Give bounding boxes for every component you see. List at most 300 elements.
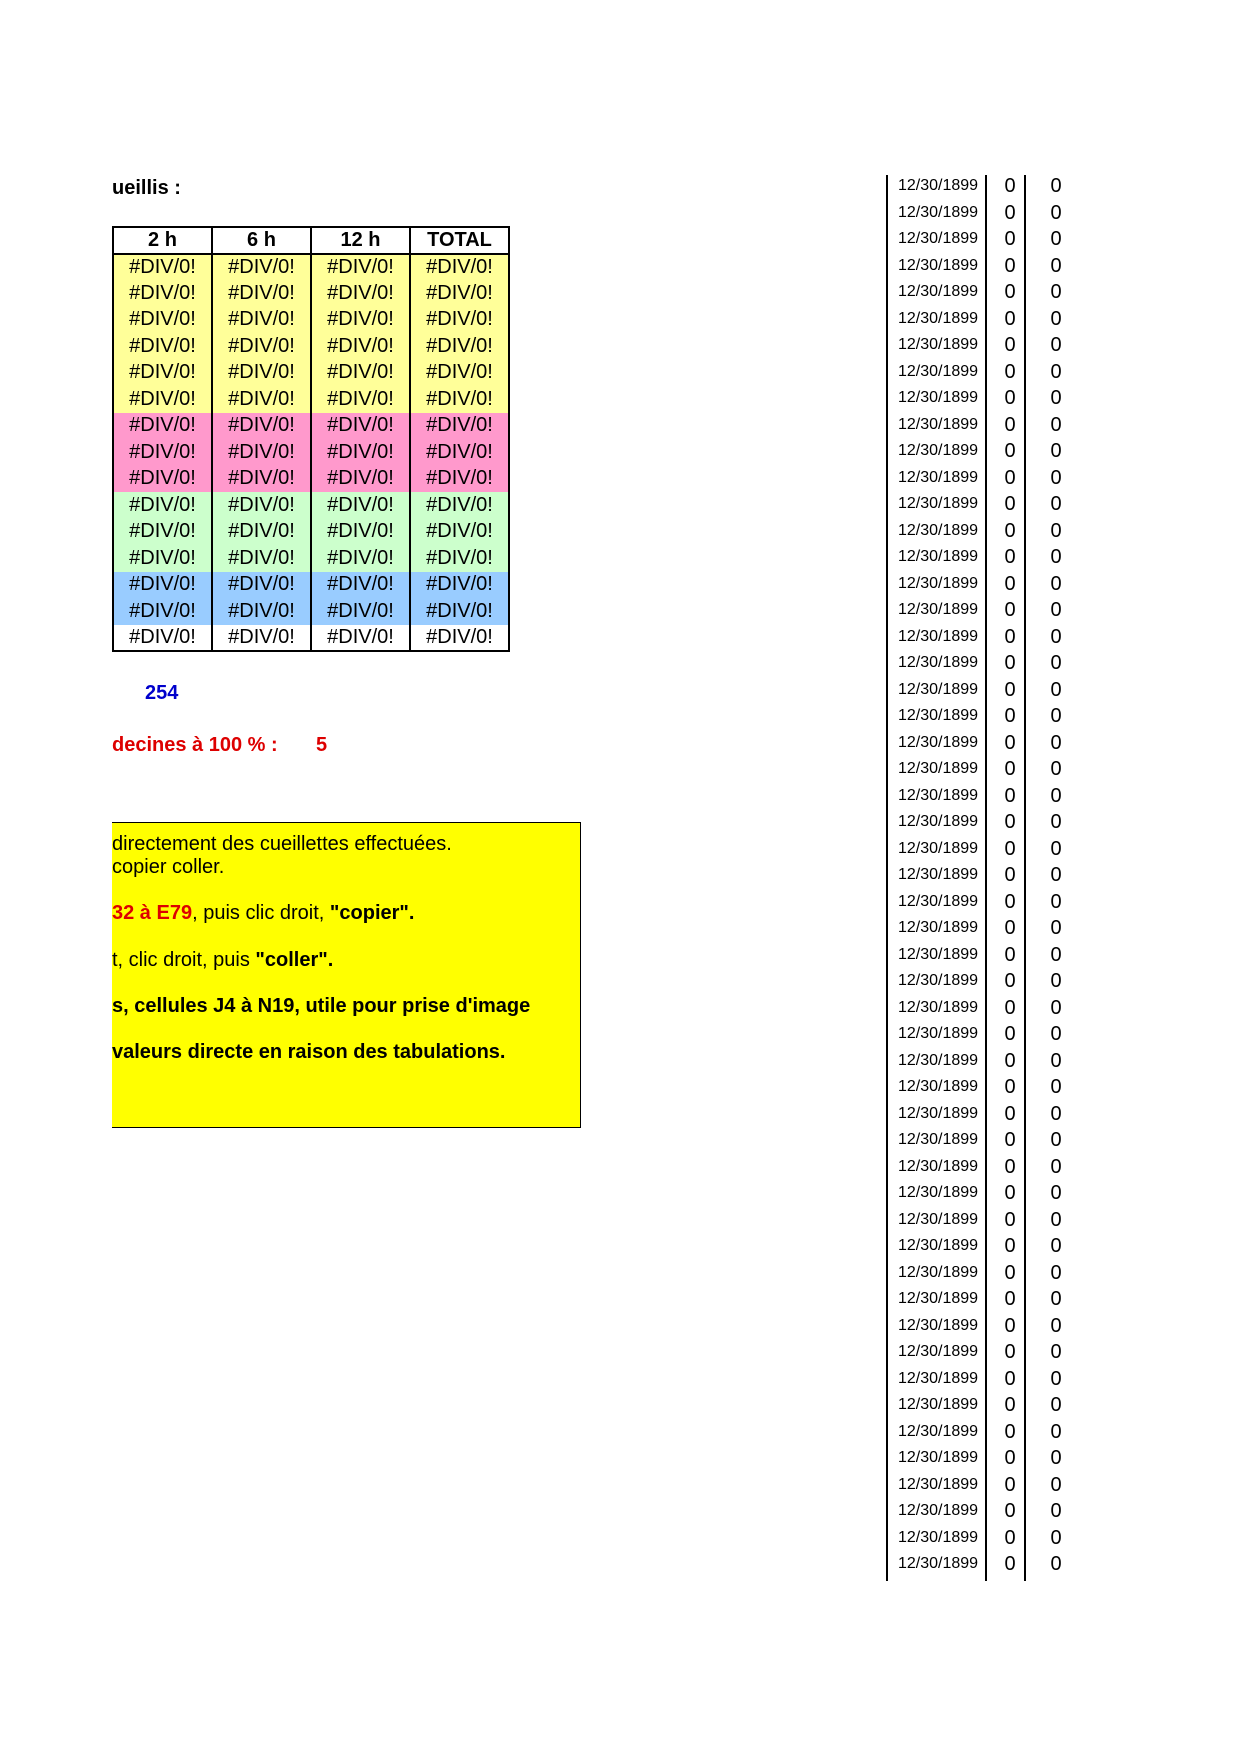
table-cell: #DIV/0!	[311, 333, 410, 360]
value-cell: 0	[1050, 1102, 1062, 1125]
table-cell: #DIV/0!	[410, 386, 509, 413]
list-item	[888, 175, 1088, 202]
value-cell: 0	[1004, 1261, 1016, 1284]
table-cell: #DIV/0!	[311, 439, 410, 466]
value-cell: 0	[1004, 864, 1016, 886]
value-cell: 0	[1004, 1473, 1016, 1496]
value-cell: 0	[1050, 254, 1062, 277]
value-cell: 0	[1050, 1447, 1062, 1469]
value-cell: 0	[1050, 758, 1062, 780]
date-cell: 12/30/1899	[898, 521, 979, 539]
value-cell: 0	[1050, 1182, 1062, 1204]
list-item	[888, 626, 1088, 653]
value-cell: 0	[1004, 201, 1016, 224]
list-item	[888, 1341, 1088, 1368]
value-cell: 0	[1004, 1341, 1016, 1363]
table-row	[113, 280, 509, 307]
list-item	[888, 944, 1088, 971]
date-cell: 12/30/1899	[898, 919, 979, 936]
date-cell: 12/30/1899	[898, 1396, 979, 1413]
value-cell: 0	[1004, 1102, 1016, 1125]
value-cell: 0	[1050, 1235, 1062, 1257]
note-text: , puis clic droit,	[192, 902, 330, 924]
value-cell: 0	[1004, 440, 1016, 462]
value-cell: 0	[1004, 599, 1016, 621]
list-item	[888, 1209, 1088, 1236]
list-item	[888, 1050, 1088, 1077]
value-cell: 0	[1050, 201, 1062, 224]
table-cell: #DIV/0!	[410, 519, 509, 546]
note-line-3	[112, 902, 414, 925]
value-cell: 0	[1004, 572, 1016, 595]
date-cell: 12/30/1899	[898, 627, 979, 645]
table-row	[113, 439, 509, 466]
header-12h: 12 h	[311, 227, 410, 254]
table-row	[113, 466, 509, 493]
value-cell: 0	[1004, 493, 1016, 515]
list-item	[888, 917, 1088, 944]
value-cell: 0	[1004, 1155, 1016, 1178]
list-item	[888, 1553, 1088, 1580]
date-cell: 12/30/1899	[898, 1343, 979, 1360]
list-item	[888, 1447, 1088, 1474]
table-cell: #DIV/0!	[311, 413, 410, 440]
table-row	[113, 413, 509, 440]
date-cell: 12/30/1899	[898, 1104, 979, 1122]
value-cell: 0	[1050, 281, 1062, 303]
date-cell: 12/30/1899	[898, 548, 979, 565]
date-cell: 12/30/1899	[898, 309, 979, 327]
table-cell: #DIV/0!	[212, 492, 311, 519]
table-cell: #DIV/0!	[113, 413, 212, 440]
value-cell: 0	[1004, 625, 1016, 648]
table-cell: #DIV/0!	[410, 333, 509, 360]
note-cell-range: 32 à E79	[112, 902, 193, 924]
table-cell: #DIV/0!	[113, 386, 212, 413]
value-cell: 0	[1004, 1367, 1016, 1390]
table-cell: #DIV/0!	[311, 280, 410, 307]
value-cell: 0	[1050, 731, 1062, 754]
value-cell: 0	[1004, 519, 1016, 542]
value-cell: 0	[1050, 1341, 1062, 1363]
value-cell: 0	[1050, 784, 1062, 807]
table-cell: #DIV/0!	[113, 439, 212, 466]
value-cell: 0	[1050, 996, 1062, 1019]
value-cell: 0	[1004, 1447, 1016, 1469]
value-cell: 0	[1004, 1288, 1016, 1310]
value-cell: 0	[1004, 837, 1016, 860]
value-cell: 0	[1050, 1208, 1062, 1231]
list-item	[888, 1368, 1088, 1395]
value-cell: 0	[1050, 360, 1062, 383]
table-cell: #DIV/0!	[113, 625, 212, 652]
table-cell: #DIV/0!	[212, 386, 311, 413]
table-cell: #DIV/0!	[311, 519, 410, 546]
date-cell: 12/30/1899	[898, 998, 979, 1016]
value-cell: 0	[1004, 1129, 1016, 1151]
table-cell: #DIV/0!	[311, 625, 410, 652]
value-cell: 0	[1004, 811, 1016, 833]
table-cell: #DIV/0!	[113, 572, 212, 599]
table-cell: #DIV/0!	[311, 545, 410, 572]
table-row	[113, 360, 509, 387]
value-cell: 0	[1004, 228, 1016, 250]
value-cell: 0	[1050, 572, 1062, 595]
count-value: 254	[145, 682, 179, 704]
value-cell: 0	[1004, 784, 1016, 807]
table-cell: #DIV/0!	[311, 254, 410, 281]
list-item	[888, 202, 1088, 229]
value-cell: 0	[1050, 1261, 1062, 1284]
list-item	[888, 1500, 1088, 1527]
date-cell: 12/30/1899	[898, 1184, 979, 1201]
table-cell: #DIV/0!	[410, 439, 509, 466]
instructions-note	[112, 822, 581, 1128]
value-cell: 0	[1050, 970, 1062, 992]
date-cell: 12/30/1899	[898, 1449, 979, 1466]
note-text: directement des cueillettes effectuées.	[112, 833, 452, 855]
table-cell: #DIV/0!	[212, 572, 311, 599]
summary-table-body	[113, 254, 509, 652]
value-cell: 0	[1004, 254, 1016, 277]
value-cell: 0	[1050, 307, 1062, 330]
table-cell: #DIV/0!	[410, 572, 509, 599]
table-cell: #DIV/0!	[212, 307, 311, 334]
date-cell: 12/30/1899	[898, 760, 979, 777]
value-cell: 0	[1004, 731, 1016, 754]
value-cell: 0	[1050, 546, 1062, 568]
value-cell: 0	[1004, 1235, 1016, 1257]
table-cell: #DIV/0!	[113, 307, 212, 334]
date-cell: 12/30/1899	[898, 495, 979, 512]
header-2h: 2 h	[113, 227, 212, 254]
list-item	[888, 440, 1088, 467]
table-cell: #DIV/0!	[113, 280, 212, 307]
value-cell: 0	[1050, 1076, 1062, 1098]
value-cell: 0	[1050, 1420, 1062, 1443]
list-item	[888, 1076, 1088, 1103]
value-cell: 0	[1050, 466, 1062, 489]
note-line-5	[112, 995, 530, 1018]
value-cell: 0	[1004, 1049, 1016, 1072]
table-cell: #DIV/0!	[410, 545, 509, 572]
date-cell: 12/30/1899	[898, 892, 979, 910]
value-cell: 0	[1004, 758, 1016, 780]
date-cell: 12/30/1899	[898, 839, 979, 857]
list-item	[888, 1315, 1088, 1342]
list-item	[888, 705, 1088, 732]
table-cell: #DIV/0!	[311, 492, 410, 519]
list-item	[888, 1023, 1088, 1050]
value-cell: 0	[1004, 1500, 1016, 1522]
list-item	[888, 652, 1088, 679]
note-line-1	[112, 833, 452, 856]
date-cell: 12/30/1899	[898, 230, 979, 247]
medicines-label: decines à 100 % :	[112, 734, 278, 756]
list-item	[888, 573, 1088, 600]
value-cell: 0	[1004, 413, 1016, 436]
value-cell: 0	[1050, 943, 1062, 966]
value-cell: 0	[1050, 678, 1062, 701]
list-item	[888, 1182, 1088, 1209]
value-cell: 0	[1050, 890, 1062, 913]
table-cell: #DIV/0!	[410, 254, 509, 281]
table-row	[113, 598, 509, 625]
value-cell: 0	[1004, 466, 1016, 489]
value-cell: 0	[1004, 1023, 1016, 1045]
list-item	[888, 1474, 1088, 1501]
table-cell: #DIV/0!	[212, 545, 311, 572]
list-item	[888, 1421, 1088, 1448]
table-cell: #DIV/0!	[113, 598, 212, 625]
value-cell: 0	[1050, 440, 1062, 462]
list-item	[888, 1527, 1088, 1554]
note-line-6	[112, 1041, 505, 1064]
table-cell: #DIV/0!	[212, 625, 311, 652]
table-row	[113, 625, 509, 652]
value-cell: 0	[1050, 917, 1062, 939]
value-cell: 0	[1050, 1023, 1062, 1045]
list-item	[888, 970, 1088, 997]
table-row	[113, 386, 509, 413]
list-item	[888, 255, 1088, 282]
table-header-row	[113, 227, 509, 254]
list-item	[888, 758, 1088, 785]
date-cell: 12/30/1899	[898, 283, 979, 300]
value-cell: 0	[1050, 1473, 1062, 1496]
table-cell: #DIV/0!	[113, 254, 212, 281]
table-cell: #DIV/0!	[311, 360, 410, 387]
value-cell: 0	[1050, 1314, 1062, 1337]
value-cell: 0	[1050, 1367, 1062, 1390]
value-cell: 0	[1004, 360, 1016, 383]
header-total: TOTAL	[410, 227, 509, 254]
list-item	[888, 228, 1088, 255]
date-cell: 12/30/1899	[898, 1078, 979, 1095]
table-cell: #DIV/0!	[410, 492, 509, 519]
table-cell: #DIV/0!	[113, 519, 212, 546]
date-cell: 12/30/1899	[898, 1528, 979, 1546]
table-cell: #DIV/0!	[113, 360, 212, 387]
note-copy-word: "copier".	[329, 902, 415, 924]
value-cell: 0	[1050, 705, 1062, 727]
date-cell: 12/30/1899	[898, 362, 979, 380]
table-row	[113, 307, 509, 334]
value-cell: 0	[1004, 652, 1016, 674]
note-text: copier coller.	[112, 856, 225, 878]
value-cell: 0	[1050, 493, 1062, 515]
table-cell: #DIV/0!	[212, 280, 311, 307]
value-cell: 0	[1050, 334, 1062, 356]
value-cell: 0	[1004, 1208, 1016, 1231]
value-cell: 0	[1004, 1182, 1016, 1204]
date-cell: 12/30/1899	[898, 601, 979, 618]
table-cell: #DIV/0!	[410, 360, 509, 387]
date-cell: 12/30/1899	[898, 1290, 979, 1307]
value-cell: 0	[1050, 811, 1062, 833]
value-cell: 0	[1004, 307, 1016, 330]
date-cell: 12/30/1899	[898, 203, 979, 221]
header-6h: 6 h	[212, 227, 311, 254]
list-item	[888, 785, 1088, 812]
value-cell: 0	[1004, 705, 1016, 727]
table-cell: #DIV/0!	[212, 254, 311, 281]
table-cell: #DIV/0!	[113, 492, 212, 519]
list-item	[888, 387, 1088, 414]
date-cell: 12/30/1899	[898, 336, 979, 353]
value-cell: 0	[1004, 678, 1016, 701]
date-cell: 12/30/1899	[898, 1210, 979, 1228]
note-text: valeurs directe en raison des tabulations.	[112, 1041, 506, 1063]
table-cell: #DIV/0!	[311, 386, 410, 413]
list-item	[888, 1103, 1088, 1130]
list-item	[888, 1129, 1088, 1156]
list-item	[888, 1235, 1088, 1262]
list-item	[888, 361, 1088, 388]
date-cell: 12/30/1899	[898, 1051, 979, 1069]
value-cell: 0	[1050, 1394, 1062, 1416]
table-row	[113, 545, 509, 572]
date-cell: 12/30/1899	[898, 256, 979, 274]
date-cell: 12/30/1899	[898, 1237, 979, 1254]
list-item	[888, 414, 1088, 441]
list-item	[888, 546, 1088, 573]
date-cell: 12/30/1899	[898, 1475, 979, 1493]
table-cell: #DIV/0!	[410, 598, 509, 625]
value-cell: 0	[1004, 334, 1016, 356]
date-cell: 12/30/1899	[898, 813, 979, 830]
date-cell: 12/30/1899	[898, 468, 979, 486]
value-cell: 0	[1004, 175, 1016, 197]
date-cell: 12/30/1899	[898, 1157, 979, 1175]
table-cell: #DIV/0!	[212, 360, 311, 387]
table-cell: #DIV/0!	[311, 466, 410, 493]
value-cell: 0	[1050, 837, 1062, 860]
date-cell: 12/30/1899	[898, 177, 979, 194]
list-item	[888, 281, 1088, 308]
date-cell: 12/30/1899	[898, 1025, 979, 1042]
list-item	[888, 493, 1088, 520]
value-cell: 0	[1050, 1049, 1062, 1072]
value-cell: 0	[1004, 1420, 1016, 1443]
list-item	[888, 334, 1088, 361]
value-cell: 0	[1004, 387, 1016, 409]
section-title: ueillis :	[112, 177, 181, 199]
note-text: t, clic droit, puis	[112, 949, 256, 971]
table-row	[113, 254, 509, 281]
date-cell: 12/30/1899	[898, 972, 979, 989]
value-cell: 0	[1050, 625, 1062, 648]
table-row	[113, 572, 509, 599]
date-cell: 12/30/1899	[898, 1422, 979, 1440]
table-row	[113, 492, 509, 519]
value-cell: 0	[1050, 1288, 1062, 1310]
value-cell: 0	[1004, 281, 1016, 303]
value-cell: 0	[1004, 996, 1016, 1019]
list-item	[888, 1156, 1088, 1183]
value-cell: 0	[1050, 413, 1062, 436]
value-cell: 0	[1004, 1394, 1016, 1416]
date-cell: 12/30/1899	[898, 415, 979, 433]
table-cell: #DIV/0!	[410, 466, 509, 493]
table-cell: #DIV/0!	[113, 333, 212, 360]
date-cell: 12/30/1899	[898, 654, 979, 671]
date-cell: 12/30/1899	[898, 733, 979, 751]
value-cell: 0	[1050, 519, 1062, 542]
table-cell: #DIV/0!	[410, 280, 509, 307]
date-cell: 12/30/1899	[898, 1555, 979, 1572]
table-cell: #DIV/0!	[410, 413, 509, 440]
table-cell: #DIV/0!	[113, 466, 212, 493]
value-cell: 0	[1004, 1314, 1016, 1337]
note-text: s, cellules J4 à N19, utile pour prise d'image	[112, 995, 531, 1017]
date-cell: 12/30/1899	[898, 1316, 979, 1334]
list-item	[888, 811, 1088, 838]
value-cell: 0	[1050, 864, 1062, 886]
list-item	[888, 732, 1088, 759]
list-item	[888, 1394, 1088, 1421]
value-cell: 0	[1050, 1553, 1062, 1575]
value-cell: 0	[1050, 228, 1062, 250]
value-cell: 0	[1004, 970, 1016, 992]
value-cell: 0	[1050, 1155, 1062, 1178]
date-cell: 12/30/1899	[898, 1369, 979, 1387]
note-paste-word: "coller".	[255, 949, 334, 971]
table-cell: #DIV/0!	[212, 413, 311, 440]
table-cell: #DIV/0!	[212, 439, 311, 466]
list-item	[888, 864, 1088, 891]
value-cell: 0	[1050, 387, 1062, 409]
value-cell: 0	[1050, 1129, 1062, 1151]
note-line-2	[112, 856, 224, 879]
list-item	[888, 1262, 1088, 1289]
value-cell: 0	[1004, 917, 1016, 939]
date-cell: 12/30/1899	[898, 389, 979, 406]
date-cell: 12/30/1899	[898, 680, 979, 698]
table-cell: #DIV/0!	[410, 307, 509, 334]
table-row	[113, 519, 509, 546]
date-cell: 12/30/1899	[898, 1502, 979, 1519]
summary-table	[112, 226, 510, 652]
value-cell: 0	[1050, 652, 1062, 674]
table-cell: #DIV/0!	[410, 625, 509, 652]
value-cell: 0	[1050, 1526, 1062, 1549]
list-item	[888, 467, 1088, 494]
list-item	[888, 308, 1088, 335]
value-cell: 0	[1004, 1526, 1016, 1549]
date-cell: 12/30/1899	[898, 786, 979, 804]
date-cell: 12/30/1899	[898, 1131, 979, 1148]
date-cell: 12/30/1899	[898, 945, 979, 963]
table-row	[113, 333, 509, 360]
date-cell: 12/30/1899	[898, 707, 979, 724]
list-item	[888, 679, 1088, 706]
list-item	[888, 997, 1088, 1024]
value-cell: 0	[1004, 943, 1016, 966]
list-item	[888, 520, 1088, 547]
table-cell: #DIV/0!	[212, 466, 311, 493]
value-cell: 0	[1004, 546, 1016, 568]
value-cell: 0	[1004, 1076, 1016, 1098]
table-cell: #DIV/0!	[113, 545, 212, 572]
date-cell: 12/30/1899	[898, 866, 979, 883]
date-cell: 12/30/1899	[898, 1263, 979, 1281]
value-cell: 0	[1050, 175, 1062, 197]
table-cell: #DIV/0!	[311, 307, 410, 334]
value-cell: 0	[1004, 1553, 1016, 1575]
list-item	[888, 891, 1088, 918]
date-cell: 12/30/1899	[898, 442, 979, 459]
